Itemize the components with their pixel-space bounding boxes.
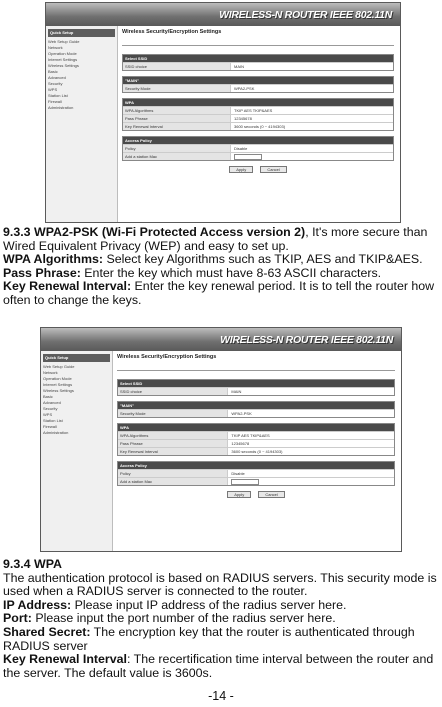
field-term: Pass Phrase: (3, 265, 81, 280)
section-header: WPA (123, 99, 393, 106)
security-mode-select[interactable]: WPA2-PSK (234, 86, 255, 91)
sidebar-item[interactable]: Security (48, 81, 63, 86)
section-heading: 9.3.4 WPA (3, 557, 62, 571)
section-access-policy (122, 136, 394, 161)
body-text: , It's more secure than Wired Equivalent Privacy (WEP) and easy to set up. (3, 225, 428, 253)
sidebar-item[interactable]: Network (48, 45, 63, 50)
page-description (122, 38, 394, 46)
field-label: Policy (123, 145, 231, 152)
body-text: Select key Algorithms such as TKIP, AES and TKIP&AES. (103, 252, 423, 267)
sidebar-item[interactable]: Operation Mode (43, 376, 72, 381)
policy-select[interactable]: Disable (234, 146, 248, 151)
field-label: Security Mode (123, 85, 231, 92)
section-header: Access Policy (123, 137, 393, 144)
field-label: SSID choice (118, 388, 228, 395)
sidebar-item[interactable]: Wireless Settings (43, 388, 74, 393)
body-text: Please input IP address of the radius server here. (71, 597, 347, 612)
apply-button[interactable]: Apply (229, 166, 253, 173)
sidebar-item[interactable]: Administration (43, 430, 69, 435)
key-renewal-input[interactable]: 3600 seconds (0 ~ 4194303) (234, 124, 286, 129)
wpa-algorithm-radios[interactable]: TKIP AES TKIP&AES (234, 108, 273, 113)
sidebar (41, 351, 113, 551)
field-label: SSID choice (123, 63, 231, 70)
section-header: Access Policy (118, 462, 394, 469)
field-label: WPA Algorithms (123, 107, 231, 114)
sidebar-item[interactable]: Web Setup Guide (48, 39, 80, 44)
sidebar-item[interactable]: Station List (48, 93, 68, 98)
sidebar-item[interactable]: WPS (43, 412, 53, 417)
main-panel (117, 354, 395, 551)
sidebar-item[interactable]: Firewall (48, 99, 62, 104)
router-screenshot-wpa (40, 327, 402, 552)
sidebar-item[interactable]: Internet Settings (48, 57, 78, 62)
field-label: Pass Phrase (118, 440, 228, 447)
section-select-ssid (117, 379, 395, 396)
sidebar-item[interactable]: Administration (48, 105, 74, 110)
sidebar-item[interactable]: Advanced (48, 75, 66, 80)
sidebar-item[interactable]: Internet Settings (43, 382, 73, 387)
field-label: Key Renewal Interval (123, 123, 231, 130)
section-wpa (122, 98, 394, 131)
sidebar-item[interactable]: Web Setup Guide (43, 364, 75, 369)
sidebar-item[interactable]: Operation Mode (48, 51, 77, 56)
pass-phrase-input[interactable]: 12345678 (234, 116, 252, 121)
sidebar-item[interactable]: Wireless Settings (48, 63, 79, 68)
field-label: Policy (118, 470, 228, 477)
sidebar-item[interactable]: Station List (43, 418, 63, 423)
sidebar-title: Quick Setup (48, 29, 115, 37)
field-term: IP Address: (3, 597, 72, 612)
apply-button[interactable]: Apply (227, 491, 251, 498)
section-header: Select SSID (118, 380, 394, 387)
section-select-ssid (122, 54, 394, 71)
button-bar (122, 166, 394, 173)
station-mac-input[interactable] (231, 153, 262, 160)
field-label: Add a station Mac (118, 478, 228, 485)
page-description (117, 363, 395, 371)
field-label: Security Mode (118, 410, 228, 417)
sidebar-item[interactable]: Basic (43, 394, 53, 399)
station-mac-input[interactable] (228, 478, 259, 485)
body-text: Please input the port number of the radius server here. (31, 611, 336, 626)
field-term: Port: (3, 611, 32, 626)
cancel-button[interactable]: Cancel (260, 166, 286, 173)
security-mode-select[interactable]: WPA2-PSK (231, 411, 252, 416)
section-access-policy (117, 461, 395, 486)
field-label: Key Renewal Interval (118, 448, 228, 455)
sidebar-title: Quick Setup (43, 354, 110, 362)
body-text: : The recertification time interval between the router and the server. The default value is 3600s. (3, 652, 434, 680)
wpa-description (3, 558, 440, 680)
field-term: WPA Algorithms: (3, 252, 104, 267)
section-header: WPA (118, 424, 394, 431)
section-wpa (117, 423, 395, 456)
wpa2-psk-description (3, 226, 440, 308)
sidebar-item[interactable]: Advanced (43, 400, 61, 405)
wpa-algorithm-radios[interactable]: TKIP AES TKIP&AES (231, 433, 270, 438)
field-term: Key Renewal Interval: (3, 279, 132, 294)
sidebar-item[interactable]: Basic (48, 69, 58, 74)
body-text: Enter the key which must have 8-63 ASCII characters. (80, 265, 382, 280)
section-main (117, 401, 395, 418)
body-text: Enter the key renewal period. It is to tell the router how often to change the keys. (3, 279, 435, 307)
field-label: WPA Algorithms (118, 432, 228, 439)
sidebar-item[interactable]: Network (43, 370, 58, 375)
key-renewal-input[interactable]: 3600 seconds (0 ~ 4194303) (231, 449, 283, 454)
field-term: Key Renewal Interval (3, 652, 127, 667)
section-header: "MAIN" (123, 77, 393, 84)
body-text: The authentication protocol is based on RADIUS servers. This security mode is used when a RADIUS server is connected to the router. (3, 570, 437, 599)
section-header: Select SSID (123, 55, 393, 62)
section-heading: 9.3.3 WPA2-PSK (Wi-Fi Protected Access version 2) (3, 225, 306, 239)
sidebar (46, 26, 118, 222)
body-text: The encryption key that the router is authenticated through RADIUS server (3, 624, 415, 653)
page-title: Wireless Security/Encryption Settings (117, 354, 217, 360)
ssid-select[interactable]: MAIN (234, 64, 244, 69)
router-screenshot-wpa2psk (45, 2, 401, 223)
policy-select[interactable]: Disable (231, 471, 245, 476)
sidebar-item[interactable]: WPS (48, 87, 58, 92)
main-panel (122, 29, 394, 222)
ssid-select[interactable]: MAIN (231, 389, 242, 394)
field-term: Shared Secret: (3, 624, 91, 639)
cancel-button[interactable]: Cancel (258, 491, 284, 498)
section-main (122, 76, 394, 93)
sidebar-item[interactable]: Security (43, 406, 58, 411)
sidebar-item[interactable]: Firewall (43, 424, 57, 429)
pass-phrase-input[interactable]: 12345678 (231, 441, 250, 446)
page-title: Wireless Security/Encryption Settings (122, 29, 222, 35)
section-header: "MAIN" (118, 402, 394, 409)
field-label: Pass Phrase (123, 115, 231, 122)
button-bar (117, 491, 395, 498)
field-label: Add a station Mac (123, 153, 231, 160)
page-number: -14 - (208, 689, 234, 703)
router-banner: WIRELESS-N ROUTER IEEE 802.11N (46, 3, 400, 26)
router-banner: WIRELESS-N ROUTER IEEE 802.11N (41, 328, 401, 351)
